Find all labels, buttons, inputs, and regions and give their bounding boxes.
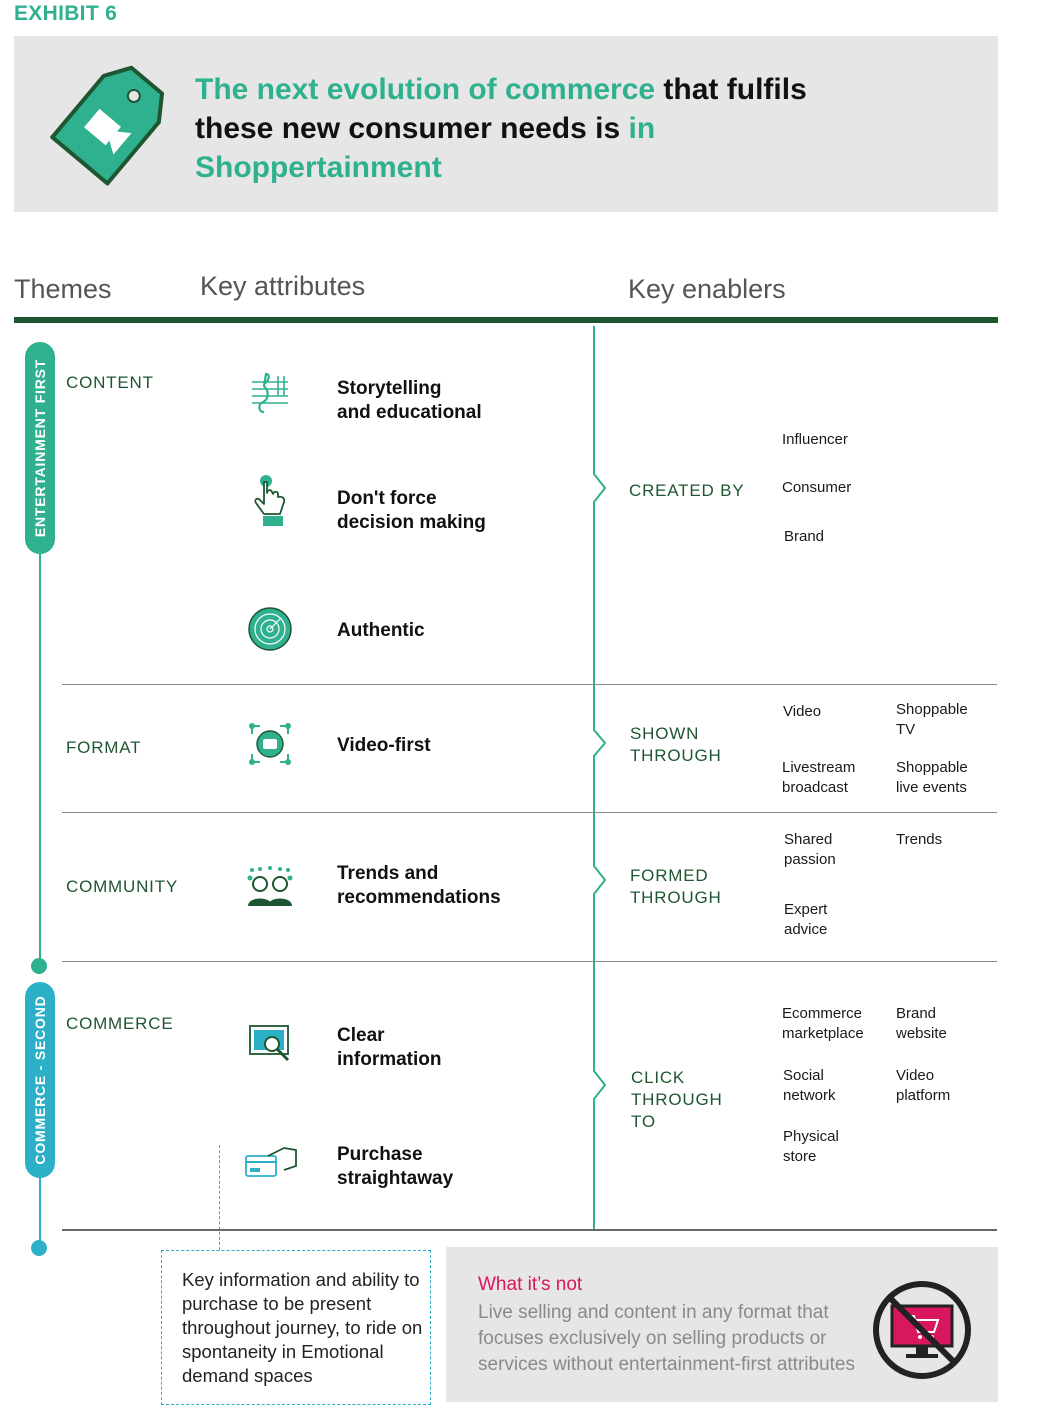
video-focus-icon	[248, 722, 292, 766]
enabler-item: Influencer	[782, 431, 848, 448]
enabler-item: Physical store	[783, 1128, 839, 1165]
pill-commerce-label: COMMERCE - SECOND	[32, 995, 48, 1165]
col-header-attributes: Key attributes	[200, 271, 366, 301]
theme-content: CONTENT	[66, 373, 154, 392]
attr-trends: Trends and recommendations	[337, 863, 501, 908]
music-score-icon	[248, 372, 292, 414]
enabler-item: Trends	[896, 831, 943, 848]
community-people-icon	[246, 866, 294, 908]
verb-click-through: CLICK THROUGH TO	[631, 1068, 723, 1131]
what-its-not-title: What it’s not	[478, 1274, 583, 1295]
radar-icon	[248, 607, 292, 651]
price-tag-icon	[52, 60, 172, 185]
attr-purchase: Purchase straightaway	[337, 1144, 454, 1189]
row-divider-bottom	[62, 1229, 997, 1231]
enabler-item: Shoppable live events	[896, 759, 968, 796]
attr-video-first: Video-first	[337, 735, 431, 756]
timeline-line-green	[39, 554, 41, 966]
enabler-item: Livestream broadcast	[782, 759, 856, 796]
exhibit-label: EXHIBIT 6	[14, 2, 118, 25]
row-divider	[62, 812, 997, 813]
verb-created-by: CREATED BY	[629, 481, 745, 500]
headline-middle: that fulfils these new consumer needs is	[195, 73, 807, 145]
enabler-item: Expert advice	[784, 901, 828, 938]
enabler-item: Ecommerce marketplace	[782, 1005, 864, 1042]
what-its-not-text: Live selling and content in any format that focuses exclusively on selling products or services without entertainment-first attributes	[478, 1302, 855, 1375]
pointing-hand-icon	[250, 472, 290, 528]
enabler-item: Shoppable TV	[896, 701, 968, 738]
theme-community: COMMUNITY	[66, 877, 179, 896]
timeline-line-teal	[39, 1178, 41, 1248]
attr-storytelling: Storytelling and educational	[337, 378, 482, 423]
note-text: Key information and ability to purchase to be present throughout journey, to ride on spontaneity in Emotional demand spaces	[182, 1269, 423, 1386]
note-connector	[219, 1145, 220, 1250]
col-header-enablers: Key enablers	[628, 274, 786, 304]
headline-highlight-end: in Shoppertainment	[195, 112, 656, 184]
row-divider	[62, 961, 997, 962]
enabler-item: Brand website	[896, 1005, 947, 1042]
attr-authentic: Authentic	[337, 620, 425, 641]
enabler-item: Brand	[784, 528, 825, 545]
header-rule	[14, 317, 998, 323]
pill-entertainment-first	[25, 342, 55, 554]
timeline-dot-green	[31, 958, 47, 974]
theme-commerce: COMMERCE	[66, 1014, 174, 1033]
enabler-item: Social network	[783, 1067, 836, 1104]
pill-commerce-second	[25, 982, 55, 1178]
info-search-icon	[248, 1024, 294, 1066]
no-shopping-screen-icon	[872, 1280, 972, 1380]
card-payment-icon	[244, 1146, 300, 1180]
enabler-item: Video	[783, 703, 822, 720]
headline-highlight: The next evolution of commerce	[195, 73, 656, 106]
enabler-item: Consumer	[782, 479, 852, 496]
verb-shown-through: SHOWN THROUGH	[630, 724, 722, 765]
theme-format: FORMAT	[66, 738, 142, 757]
pill-entertainment-label: ENTERTAINMENT FIRST	[32, 358, 48, 538]
headline	[195, 70, 815, 187]
attr-clear-information: Clear information	[337, 1025, 442, 1070]
timeline-dot-teal	[31, 1240, 47, 1256]
enabler-item: Shared passion	[784, 831, 836, 868]
enabler-divider	[588, 326, 612, 1230]
verb-formed-through: FORMED THROUGH	[630, 866, 722, 907]
enabler-item: Video platform	[896, 1067, 951, 1104]
col-header-themes: Themes	[14, 274, 112, 304]
attr-dont-force: Don't force decision making	[337, 488, 486, 533]
row-divider	[62, 684, 997, 685]
